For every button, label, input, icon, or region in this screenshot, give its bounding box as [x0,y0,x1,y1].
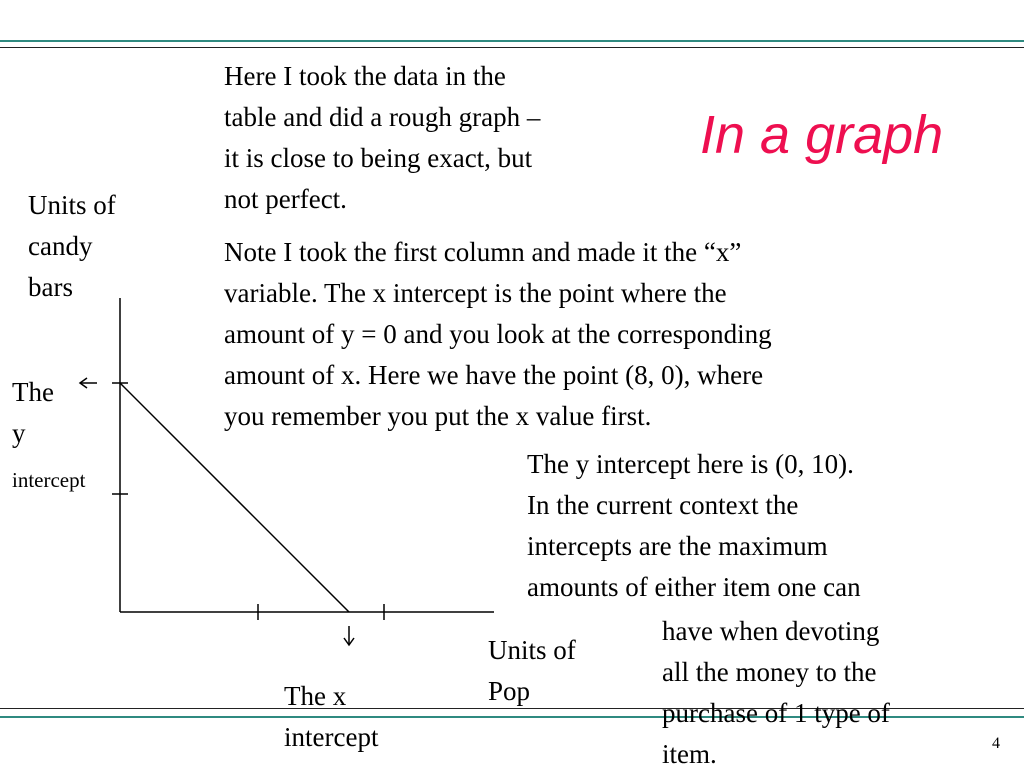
down-arrow-icon [344,626,354,645]
page-number: 4 [992,735,1000,752]
y-intercept-label-small: intercept [12,468,86,492]
y-intercept-paragraph: The y intercept here is (0, 10). In the current context the intercepts are the maximum amounts of either item one can [527,449,861,602]
x-axis-label: Units of Pop [488,635,576,706]
y-intercept-paragraph-continued: have when devoting all the money to the purchase of 1 type of item. [662,616,890,769]
x-intercept-label: The x intercept [284,681,379,752]
slide-title: In a graph [700,105,944,165]
intro-paragraph: Here I took the data in the table and did a rough graph – it is close to being exact, but not perfect. [224,61,541,214]
note-paragraph: Note I took the first column and made it the “x” variable. The x intercept is the point where the amount of y = 0 and you look at the corresponding amount of x. Here we have the point (8, 0), where you remember you put the x value first. [224,237,772,431]
left-arrow-icon [80,378,97,388]
budget-line [120,383,349,612]
y-axis-label: Units of candy bars [28,190,116,302]
y-intercept-label: The y [12,377,54,448]
